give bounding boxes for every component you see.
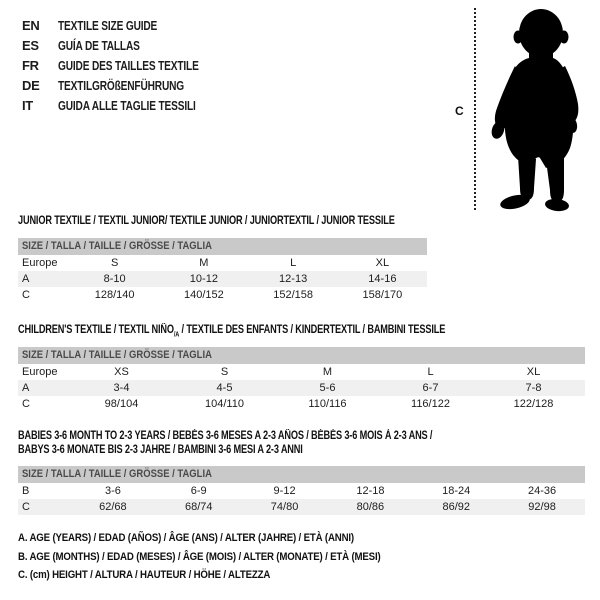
value-cell: 3-6 (104, 485, 121, 497)
value-cell: 128/140 (94, 289, 135, 301)
value-cell: M (199, 257, 209, 269)
value-cell: 12-13 (279, 273, 308, 285)
children-title-post: / TEXTILE DES ENFANTS / KINDERTEXTIL / BAMBINI TESSILE (179, 324, 446, 336)
value-cell: 122/128 (513, 398, 554, 410)
language-code: DE (22, 78, 40, 93)
children-title-pre: CHILDREN'S TEXTILE / TEXTIL NIÑO (18, 324, 174, 336)
value-cell: 6-9 (190, 485, 207, 497)
language-code: ES (22, 38, 39, 53)
legend-line-c: C. (cm) HEIGHT / ALTURA / HAUTEUR / HÖHE / ALTEZZA (18, 569, 271, 581)
value-cell: 3-4 (113, 382, 130, 394)
children-section-title (18, 324, 445, 338)
babies-title-line1: BABIES 3-6 MONTH TO 2-3 YEARS / BEBÉS 3-6 MESES A 2-3 AÑOS / BÉBÉS 3-6 MOIS À 2-3 ANS / (18, 430, 433, 442)
value-cell: XL (526, 366, 541, 378)
value-cell: 4-5 (216, 382, 233, 394)
value-cell: 86/92 (442, 501, 470, 513)
row-label-cell: C (22, 289, 30, 301)
junior-size-table (18, 238, 427, 303)
row-label-cell: Europe (22, 257, 58, 269)
table-row (18, 396, 585, 412)
value-cell: 9-12 (273, 485, 296, 497)
value-cell: 5-6 (319, 382, 336, 394)
row-label-cell: B (22, 485, 30, 497)
table-row (18, 271, 427, 287)
table-row (18, 364, 585, 380)
language-title: TEXTILGRÖßENFÜHRUNG (58, 78, 185, 93)
table-body (18, 483, 585, 515)
value-cell: 104/110 (205, 398, 244, 410)
value-cell: M (322, 366, 333, 378)
size-header-bar (18, 238, 427, 255)
language-title: GUIDE DES TAILLES TEXTILE (58, 58, 199, 73)
language-row (22, 36, 238, 56)
language-code: FR (22, 58, 39, 73)
row-label-cell: Europe (22, 366, 58, 378)
value-cell: 62/68 (99, 501, 127, 513)
table-row (18, 287, 427, 303)
value-cell: 92/98 (528, 501, 556, 513)
language-row (22, 76, 238, 96)
value-cell: S (110, 257, 119, 269)
babies-section-title (18, 429, 432, 457)
size-header-label: SIZE / TALLA / TAILLE / GRÖSSE / TAGLIA (22, 349, 212, 361)
children-title-sub: /A (173, 331, 180, 339)
value-cell: XS (114, 366, 129, 378)
value-cell: S (220, 366, 229, 378)
table-body (18, 364, 585, 412)
language-code: EN (22, 18, 40, 33)
value-cell: 24-36 (527, 485, 557, 497)
value-cell: 14-16 (368, 273, 397, 285)
language-row (22, 16, 238, 36)
babies-size-table (18, 466, 585, 515)
value-cell: 116/122 (411, 398, 450, 410)
table-body (18, 255, 427, 303)
value-cell: 18-24 (442, 485, 471, 497)
value-cell: 74/80 (270, 501, 299, 513)
row-label-cell: C (22, 501, 30, 513)
row-label-cell: A (22, 382, 30, 394)
size-header-bar (18, 466, 585, 483)
value-cell: 7-8 (525, 382, 542, 394)
value-cell: 12-18 (356, 485, 385, 497)
legend-line-b: B. AGE (MONTHS) / EDAD (MESES) / ÂGE (MOIS) / ALTER (MONATE) / ETÀ (MESI) (18, 550, 381, 563)
value-cell: 98/104 (104, 398, 139, 410)
value-cell: 6-7 (422, 382, 439, 394)
language-title: TEXTILE SIZE GUIDE (58, 18, 158, 33)
table-row (18, 499, 585, 515)
size-header-label: SIZE / TALLA / TAILLE / GRÖSSE / TAGLIA (22, 240, 212, 252)
value-cell: 158/170 (362, 289, 403, 301)
value-cell: L (427, 366, 434, 378)
row-label-cell: A (22, 273, 30, 285)
value-cell: 152/158 (273, 289, 313, 301)
language-title: GUIDA ALLE TAGLIE TESSILI (58, 98, 196, 113)
legend-line-a: A. AGE (YEARS) / EDAD (AÑOS) / ÂGE (ANS) / ALTER (JAHRE) / ETÀ (ANNI) (18, 532, 354, 544)
row-label-cell: C (22, 398, 30, 410)
value-cell: 10-12 (189, 273, 218, 285)
value-cell: 140/152 (183, 289, 224, 301)
language-title: GUÍA DE TALLAS (58, 38, 140, 53)
value-cell: 68/74 (184, 501, 213, 513)
language-row (22, 96, 238, 116)
junior-section-title: JUNIOR TEXTILE / TEXTIL JUNIOR/ TEXTILE JUNIOR / JUNIORTEXTIL / JUNIOR TESSILE (18, 215, 395, 227)
table-row (18, 380, 585, 396)
value-cell: XL (375, 257, 390, 269)
size-header-bar (18, 347, 585, 364)
language-code: IT (22, 98, 33, 113)
babies-title-line2: BABYS 3-6 MONATE BIS 2-3 JAHRE / BAMBINI 3-6 MESI A 2-3 ANNI (18, 444, 303, 456)
height-measure-dotted-line (474, 8, 476, 210)
measurement-legend (18, 529, 430, 585)
value-cell: 80/86 (356, 501, 385, 513)
value-cell: L (290, 257, 297, 269)
value-cell: 8-10 (103, 273, 126, 285)
language-row (22, 56, 238, 76)
baby-silhouette-icon (484, 6, 596, 212)
size-header-label: SIZE / TALLA / TAILLE / GRÖSSE / TAGLIA (22, 468, 212, 480)
height-marker-label: C (455, 104, 464, 118)
table-row (18, 255, 427, 271)
value-cell: 110/116 (308, 398, 347, 410)
table-row (18, 483, 585, 499)
children-size-table (18, 347, 585, 412)
language-title-list (22, 16, 238, 116)
